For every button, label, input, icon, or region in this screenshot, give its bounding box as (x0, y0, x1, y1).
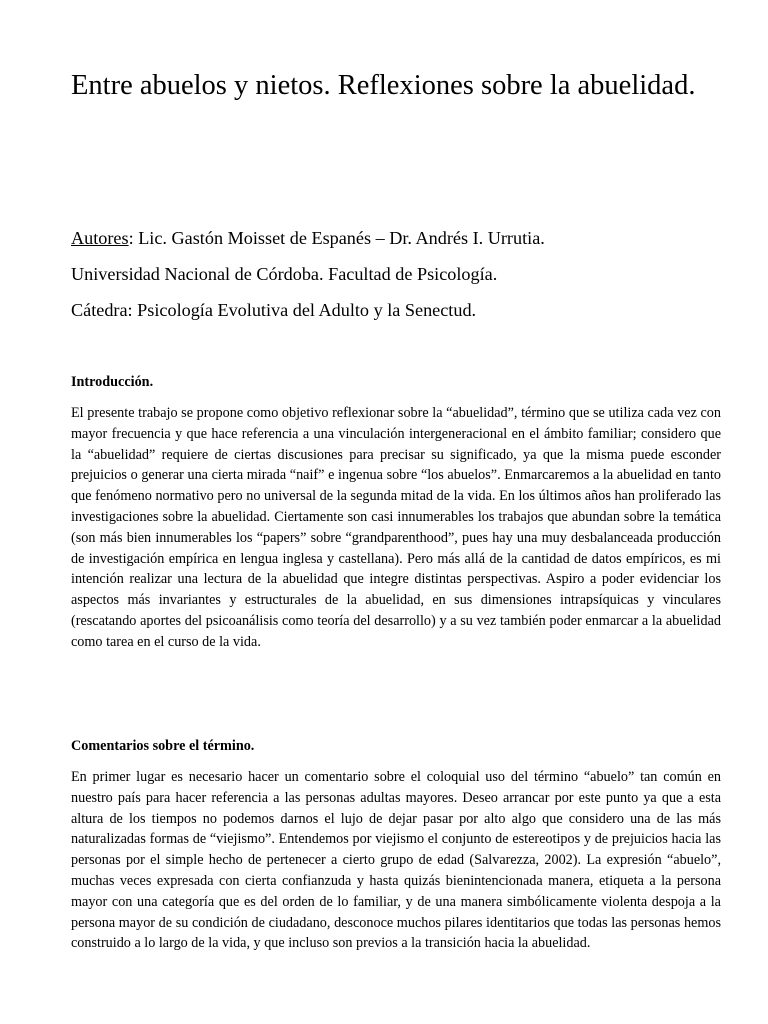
authors-names: : Lic. Gastón Moisset de Espanés – Dr. Andrés I. Urrutia. (128, 228, 545, 248)
authors-label: Autores (71, 228, 129, 248)
section-heading-introduccion: Introducción. (71, 374, 154, 390)
section-body-introduccion: El presente trabajo se propone como objetivo reflexionar sobre la “abuelidad”, término que se utiliza cada vez con mayor frecuencia y que hace referencia a una vinculación intergeneracional en el ámbito familiar; considero que la “abuelidad” requiere de ciertas discusiones para precisar su significado, ya que la misma puede esconder prejuicios o generar una cierta mirada “naif” e ingenua sobre “los abuelos”. Enmarcaremos a la abuelidad en tanto que fenómeno normativo pero no universal de la segunda mitad de la vida. En los últimos años han proliferado las investigaciones sobre la abuelidad. Ciertamente son casi innumerables los trabajos que abundan sobre la temática (son más bien innumerables los “papers” sobre “grandparenthood”, pues hay una muy desbalanceada producción de investigación empírica en lengua inglesa y castellana). Pero más allá de la cantidad de datos empíricos, es mi intención realizar una lectura de la abuelidad que integre distintas perspectivas. Aspiro a poder evidenciar los aspectos más invariantes y estructurales de la abuelidad, en sus dimensiones intrapsíquicas y vinculares (rescatando aportes del psicoanálisis como teoría del desarrollo) y a su vez también poder enmarcar a la abuelidad como tarea en el curso de la vida. (71, 405, 721, 650)
catedra-line: Cátedra: Psicología Evolutiva del Adulto y la Senectud. (71, 300, 477, 320)
university-line: Universidad Nacional de Córdoba. Facultad de Psicología. (71, 264, 498, 284)
section-body-comentarios: En primer lugar es necesario hacer un comentario sobre el coloquial uso del término “abuelo” tan común en nuestro país para hacer referencia a las personas adultas mayores. Deseo arrancar por este punto ya que a esta altura de los tiempos no podemos darnos el lujo de dejar pasar por alto algo que considero una de las más naturalizadas formas de “viejismo”. Entendemos por viejismo el conjunto de estereotipos y de prejuicios hacia las personas por el simple hecho de pertenecer a cierto grupo de edad (Salvarezza, 2002). La expresión “abuelo”, muchas veces expresada con cierta confianzuda y hasta quizás bienintencionada manera, etiqueta a la persona mayor con una categoría que es del orden de lo familiar, y de una manera simbólicamente violenta despoja a la persona mayor de su condición de ciudadano, desconoce muchos pilares identitarios que todas las personas hemos construido a lo largo de la vida, y que incluso son previos a la transición hacia la abuelidad. (71, 769, 721, 952)
section-heading-comentarios: Comentarios sobre el término. (71, 738, 255, 754)
authors-line (71, 226, 545, 250)
document-title: Entre abuelos y nietos. Reflexiones sobre la abuelidad. (71, 70, 696, 101)
